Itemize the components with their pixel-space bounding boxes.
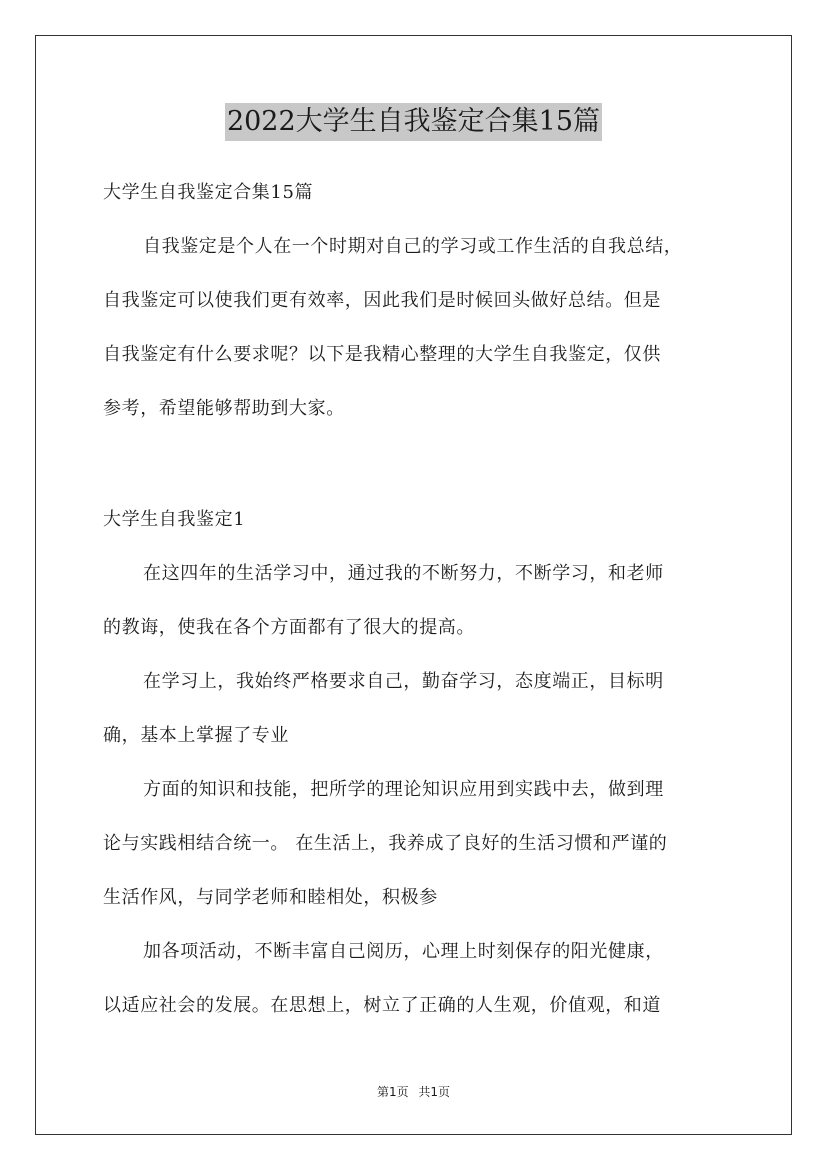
body-line: 论与实践相结合统一。 在生活上，我养成了良好的生活习惯和严谨的	[103, 833, 668, 854]
intro-line: 参考，希望能够帮助到大家。	[103, 398, 345, 419]
body-line: 在这四年的生活学习中，通过我的不断努力，不断学习，和老师	[143, 563, 664, 584]
page-number: 第1页	[376, 1085, 409, 1099]
body-line: 加各项活动，不断丰富自己阅历，心理上时刻保存的阳光健康，	[143, 941, 664, 962]
body-line: 以适应社会的发展。在思想上，树立了正确的人生观，价值观，和道	[103, 995, 661, 1016]
document-subtitle: 大学生自我鉴定合集15篇	[103, 182, 314, 203]
intro-line: 自我鉴定可以使我们更有效率，因此我们是时候回头做好总结。但是	[103, 290, 661, 311]
intro-line: 自我鉴定是个人在一个时期对自己的学习或工作生活的自我总结，	[143, 236, 683, 257]
page-total: 共1页	[418, 1085, 451, 1099]
page-footer	[0, 1083, 827, 1100]
document-title: 2022大学生自我鉴定合集15篇	[225, 103, 602, 141]
section-heading: 大学生自我鉴定1	[103, 509, 246, 530]
title-container	[0, 103, 827, 141]
body-line: 的教诲，使我在各个方面都有了很大的提高。	[103, 617, 475, 638]
body-line: 在学习上，我始终严格要求自己，勤奋学习，态度端正，目标明	[143, 671, 664, 692]
body-line: 方面的知识和技能，把所学的理论知识应用到实践中去，做到理	[143, 779, 664, 800]
intro-line: 自我鉴定有什么要求呢？以下是我精心整理的大学生自我鉴定，仅供	[103, 344, 661, 365]
body-line: 确，基本上掌握了专业	[103, 725, 289, 746]
body-line: 生活作风，与同学老师和睦相处，积极参	[103, 887, 438, 908]
